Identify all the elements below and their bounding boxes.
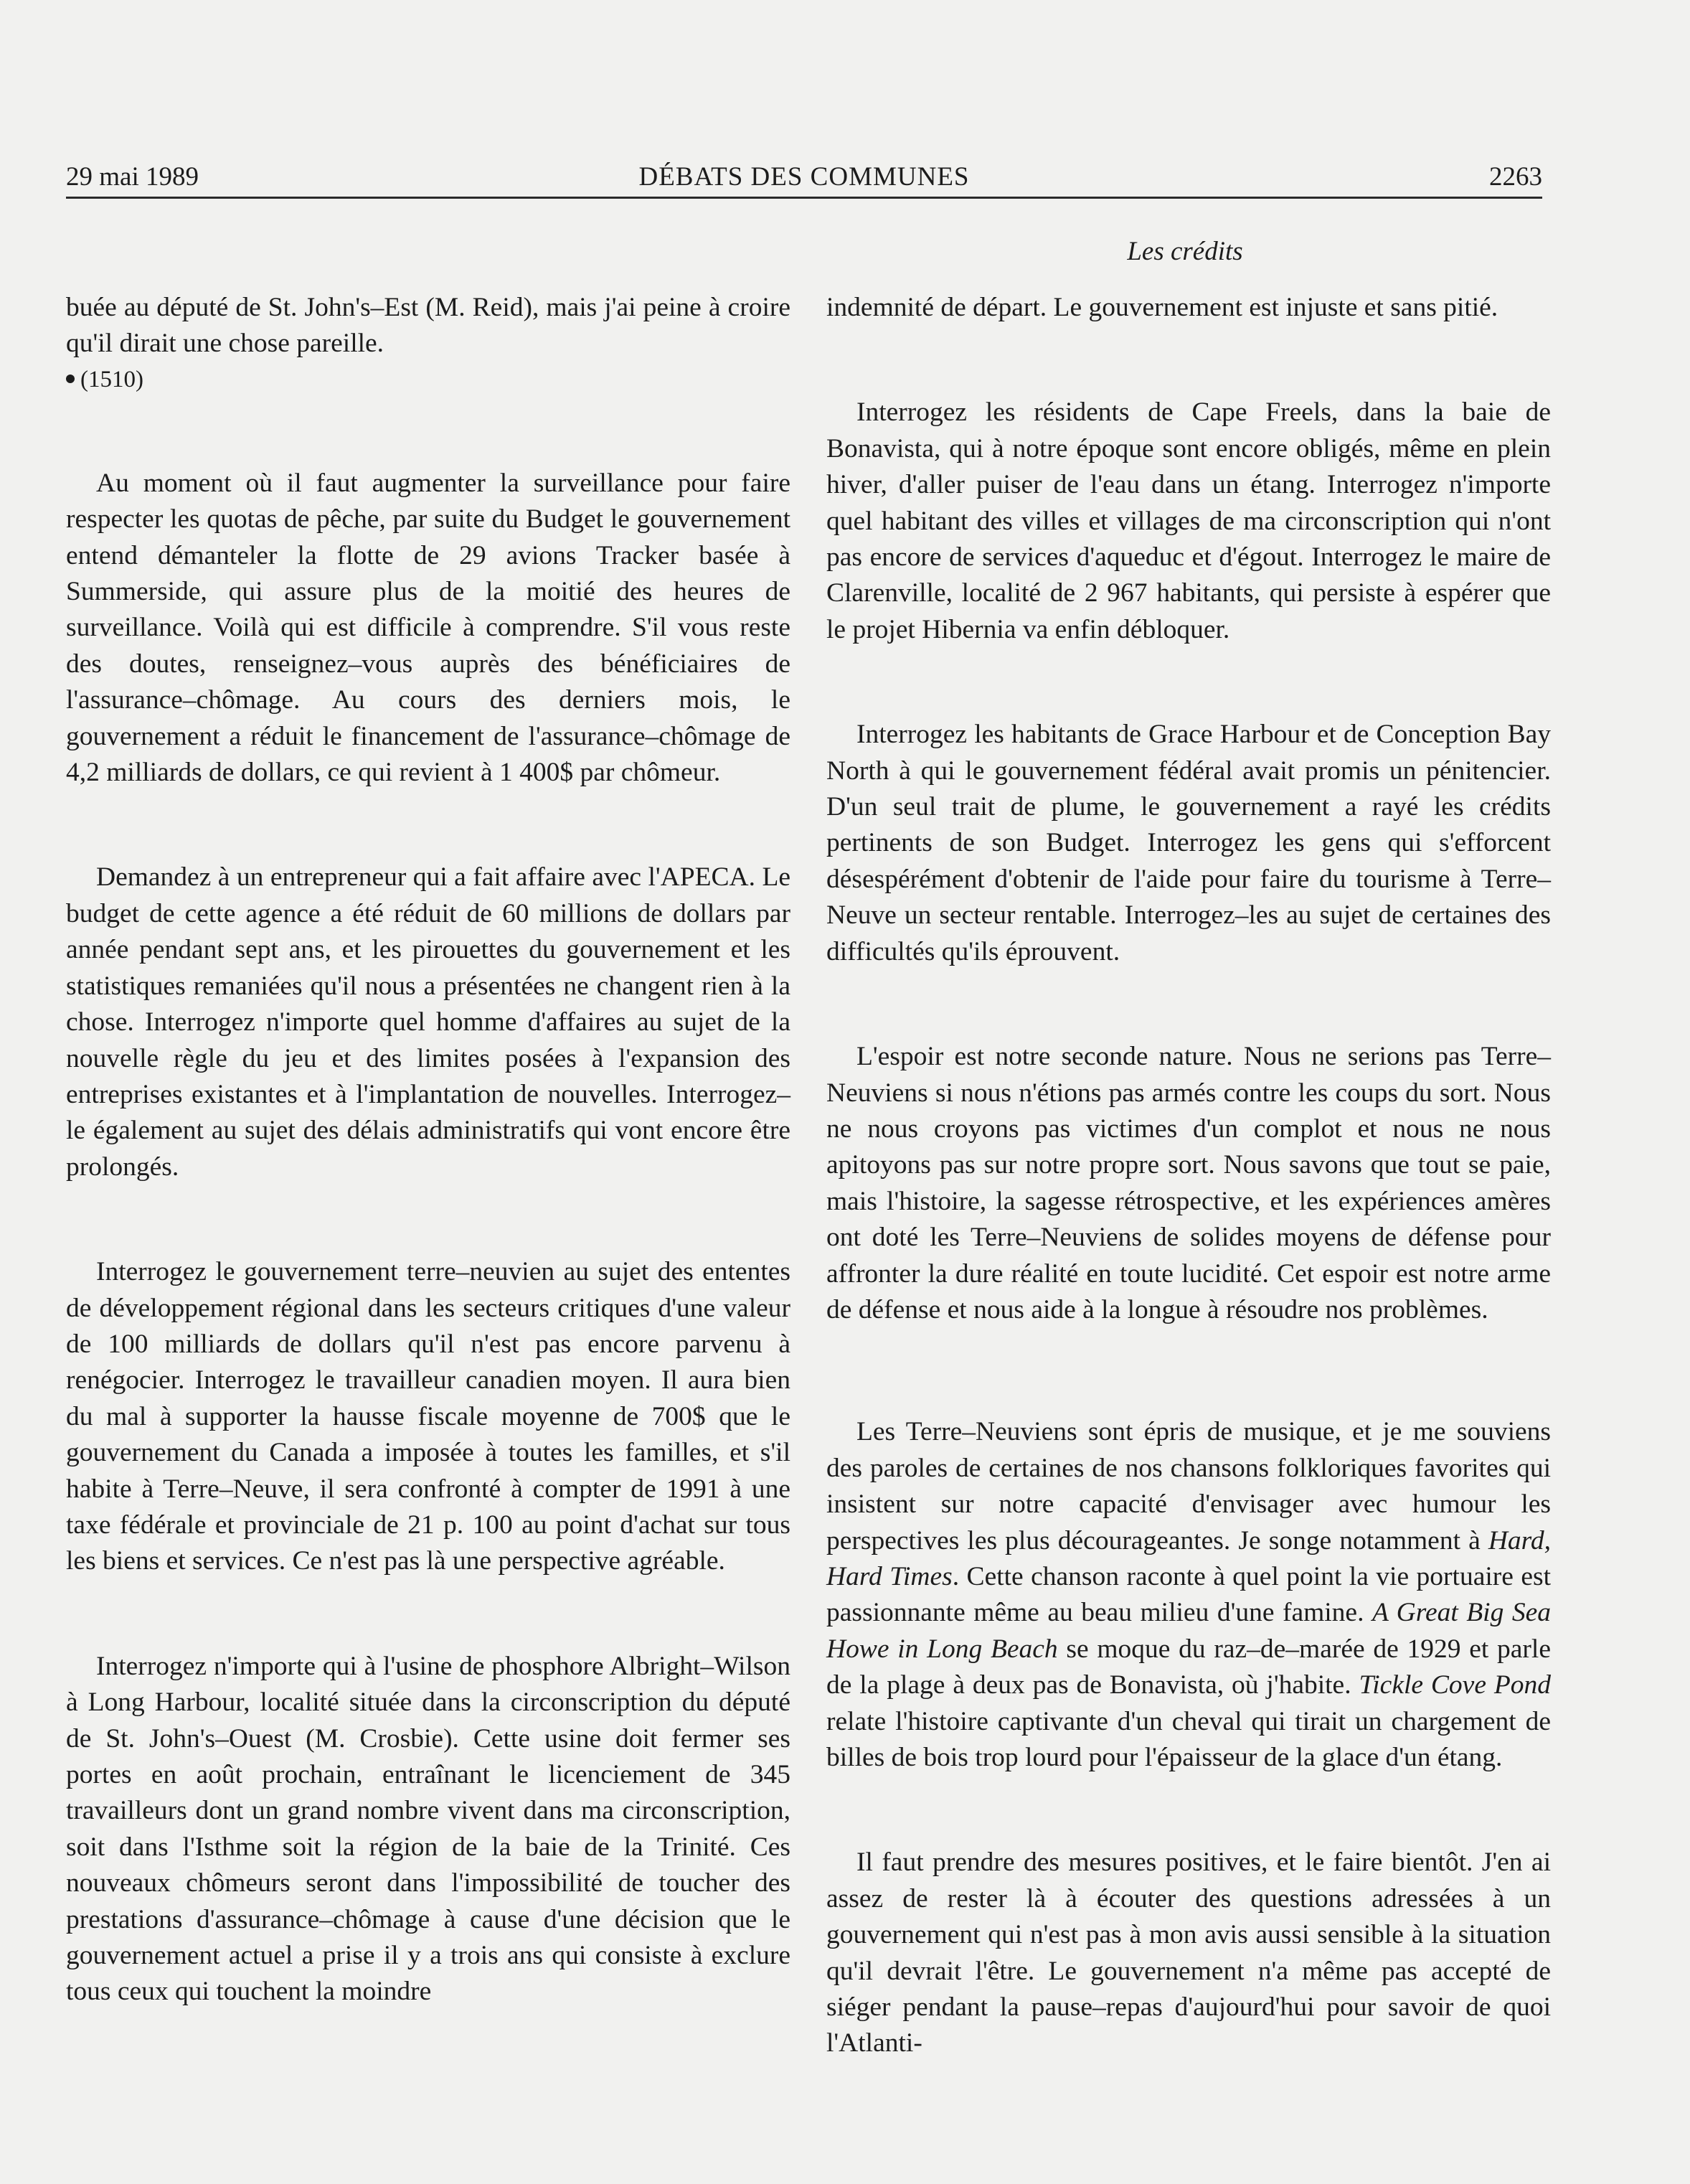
time-text: (1510) xyxy=(80,366,143,392)
paragraph: buée au député de St. John's–Est (M. Reid), mais j'ai peine à croire qu'il dirait une chose pareille. xyxy=(66,293,790,359)
paragraph: Demandez à un entrepreneur qui a fait affaire avec l'APECA. Le budget de cette agence a été réduit de 60 millions de dollars par année pendant sept ans, et les pirouettes du gouvernement et les statistiques remaniées qu'il nous a présentées ne changent rien à la chose. Interrogez n'importe quel homme d'affaires au sujet de la nouvelle règle du jeu et des limites posées à l'expansion des entreprises existantes et à l'implantation de nouvelles. Interrogez–le également au sujet des délais administratifs qui vont encore être prolongés. xyxy=(66,862,790,1182)
time-marker xyxy=(66,362,790,397)
paragraph: Interrogez le gouvernement terre–neuvien au sujet des ententes de développement régional dans les secteurs critiques d'une valeur de 100 milliards de dollars qu'il n'est pas encore parvenu à renégocier. Interrogez le travailleur canadien moyen. Il aura bien du mal à supporter la hausse fiscale moyenne de 700$ que le gouvernement du Canada a imposée à toutes les familles, et s'il habite à Terre–Neuve, il sera confronté à compter de 1991 à une taxe fédérale et provinciale de 21 p. 100 au point d'achat sur tous les biens et services. Ce n'est pas là une perspective agréable. xyxy=(66,1257,790,1576)
paragraph: Il faut prendre des mesures positives, et le faire bientôt. J'en ai assez de rester là à écouter des questions adressées à un gouvernement qui n'est pas à mon avis aussi sensible à la situation qu'il devrait l'être. Le gouvernement n'a même pas accepté de siéger pendant la pause–repas d'aujourd'hui pour savoir de quoi l'Atlanti- xyxy=(826,1848,1551,2058)
header-title: DÉBATS DES COMMUNES xyxy=(638,162,970,192)
header-date: 29 mai 1989 xyxy=(66,162,199,192)
song-title: Tickle Cove Pond xyxy=(1359,1670,1552,1700)
song-title: A Great Big Sea Howe in Long Beach xyxy=(826,1598,1551,1664)
paragraph: Interrogez n'importe qui à l'usine de phosphore Albright–Wilson à Long Harbour, localité située dans la circonscription du député de St. John's–Ouest (M. Crosbie). Cette usine doit fermer ses portes en août prochain, entraînant le licenciement de 345 travailleurs dont un grand nombre vivent dans ma circonscription, soit dans l'Isthme soit la région de la baie de la Trinité. Ces nouveaux chômeurs seront dans l'impossibilité de toucher des prestations d'assurance–chômage à cause d'une décision que le gouvernement actuel a prise il y a trois ans qui consiste à exclure tous ceux qui touchent la moindre xyxy=(66,1651,790,2007)
paragraph: Au moment où il faut augmenter la surveillance pour faire respecter les quotas de pêche, par suite du Budget le gouvernement entend démanteler la flotte de 29 avions Tracker basée à Summerside, qui assure plus de la moitié des heures de surveillance. Voilà qui est difficile à comprendre. S'il vous reste des doutes, renseignez–vous auprès des bénéficiaires de l'assurance–chômage. Au cours des derniers mois, le gouvernement a réduit le financement de l'assurance–chômage de 4,2 milliards de dollars, ce qui revient à 1 400$ par chômeur. xyxy=(66,468,790,788)
paragraph-songs xyxy=(826,1414,1551,1776)
bullet-icon xyxy=(66,375,75,383)
paragraph: Interrogez les habitants de Grace Harbour et de Conception Bay North à qui le gouvernement fédéral avait promis un pénitencier. D'un seul trait de plume, le gouvernement a rayé les crédits pertinents de son Budget. Interrogez les gens qui s'efforcent désespérément d'obtenir de l'aide pour faire du tourisme à Terre–Neuve un secteur rentable. Interrogez–les au sujet de certaines des difficultés qu'ils éprouvent. xyxy=(826,720,1551,966)
text-span: relate l'histoire captivante d'un cheval qui tirait un chargement de billes de bois trop lourd pour l'épaisseur de la glace d'un étang. xyxy=(826,1706,1551,1772)
left-column xyxy=(66,290,790,2010)
paragraph: Interrogez les résidents de Cape Freels, dans la baie de Bonavista, qui à notre époque sont encore obligés, même en plein hiver, d'aller puiser de l'eau dans un étang. Interrogez n'importe quel habitant des villes et villages de ma circonscription qui n'ont pas encore de services d'aqueduc et d'égout. Interrogez le maire de Clarenville, localité de 2 967 habitants, qui persiste à espérer que le projet Hibernia va enfin débloquer. xyxy=(826,397,1551,644)
text-span: Les Terre–Neuviens sont épris de musique, et je me souviens des paroles de certaines de nos chansons folkloriques favorites qui insistent sur notre capacité d'envisager avec humour les perspectives les plus décourageantes. Je songe notamment à xyxy=(826,1417,1551,1555)
paragraph: L'espoir est notre seconde nature. Nous ne serions pas Terre–Neuviens si nous n'étions pas armés contre les coups du sort. Nous ne nous croyons pas victimes d'un complot et nous ne nous apitoyons pas sur notre propre sort. Nous savons que tout se paie, mais l'histoire, la sagesse rétrospective, et les expériences amères ont doté les Terre–Neuviens de solides moyens de défense pour affronter la dure réalité en toute lucidité. Cet espoir est notre arme de défense et nous aide à la longue à résoudre nos problèmes. xyxy=(826,1042,1551,1324)
song-title: Hard, Hard Times xyxy=(826,1525,1551,1591)
text-span: . Cette chanson raconte à quel point la vie portuaire est passionnante même au beau milieu d'une famine. xyxy=(826,1561,1551,1628)
page-number: 2263 xyxy=(1489,162,1542,192)
text-span: se moque du raz–de–marée de 1929 et parle de la plage à deux pas de Bonavista, où j'habite. xyxy=(826,1634,1551,1700)
header-rule xyxy=(66,197,1542,199)
section-title: Les crédits xyxy=(1127,237,1243,266)
right-column xyxy=(826,290,1551,2062)
page-header xyxy=(66,159,1542,199)
paragraph: indemnité de départ. Le gouvernement est injuste et sans pitié. xyxy=(826,293,1498,322)
